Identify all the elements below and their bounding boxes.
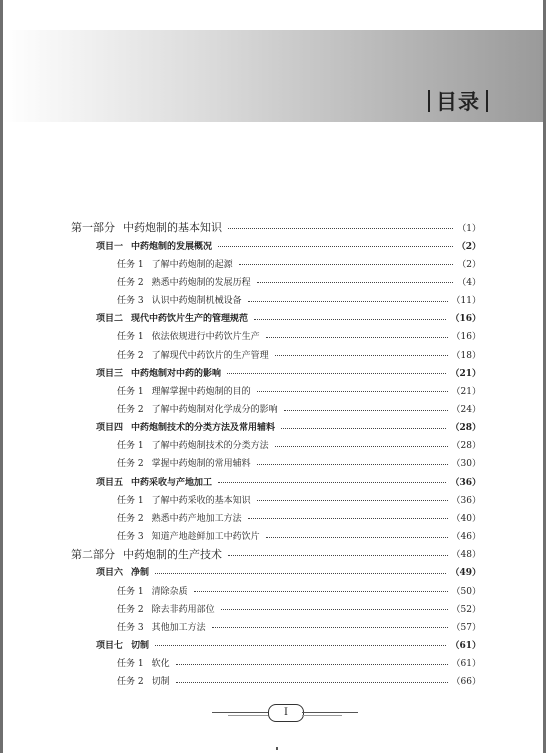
toc-entry-label xyxy=(117,493,257,506)
toc-entry-number: 任务 1 xyxy=(117,586,144,597)
toc-entry-number: 第二部分 xyxy=(71,547,115,561)
toc-entry-page: （2） xyxy=(456,241,481,252)
toc-entry-label xyxy=(117,293,248,306)
toc-entry-task[interactable] xyxy=(117,454,481,472)
toc-dot-leader xyxy=(257,282,454,283)
toc-entry-page: （49） xyxy=(450,568,481,579)
toc-dot-leader xyxy=(227,373,446,374)
toc-entry-page: （28） xyxy=(451,441,481,452)
toc-entry-page: （2） xyxy=(457,259,481,270)
toc-entry-number: 任务 2 xyxy=(117,405,144,415)
toc-entry-number: 项目二 xyxy=(96,314,124,325)
toc-entry-label xyxy=(117,348,275,361)
toc-entry-page: （30） xyxy=(451,459,481,470)
bottom-mark xyxy=(276,747,278,750)
toc-entry-number: 任务 1 xyxy=(117,659,144,670)
toc-dot-leader xyxy=(257,464,448,465)
toc-entry-title: 熟悉中药炮制的发展历程 xyxy=(151,277,251,288)
toc-dot-leader xyxy=(284,410,448,411)
toc-entry-title: 熟悉中药产地加工方法 xyxy=(151,513,242,524)
toc-entry-title: 中药炮制的发展概况 xyxy=(131,241,213,252)
toc-entry-task[interactable] xyxy=(117,400,481,418)
toc-entry-page: （21） xyxy=(450,368,481,379)
toc-entry-label xyxy=(96,638,155,651)
toc-entry-number: 任务 2 xyxy=(117,350,144,361)
toc-entry-label xyxy=(71,546,228,562)
toc-entry-title: 现代中药饮片生产的管理规范 xyxy=(131,314,249,325)
toc-entry-task[interactable] xyxy=(117,672,481,690)
toc-entry-proj[interactable] xyxy=(96,472,481,490)
toc-entry-label xyxy=(117,384,257,397)
toc-entry-number: 第一部分 xyxy=(71,221,115,234)
toc-entry-page: （36） xyxy=(450,477,481,488)
toc-dot-leader xyxy=(228,555,448,556)
toc-entry-page: （11） xyxy=(451,296,481,307)
toc-entry-title: 切制 xyxy=(131,640,150,651)
toc-entry-title: 中药炮制对中药的影响 xyxy=(131,368,222,379)
toc-entry-label xyxy=(117,674,176,687)
toc-entry-number: 任务 2 xyxy=(117,604,144,615)
toc-entry-number: 项目五 xyxy=(96,477,124,488)
toc-entry-proj[interactable] xyxy=(96,309,481,327)
toc-entry-page: （4） xyxy=(457,277,481,288)
toc-entry-label xyxy=(96,366,227,379)
toc-entry-page: （28） xyxy=(450,423,481,434)
toc-entry-page: （21） xyxy=(451,386,481,397)
toc-entry-proj[interactable] xyxy=(96,363,481,381)
title-bar-left xyxy=(428,90,430,112)
toc-entry-task[interactable] xyxy=(117,527,481,545)
toc-entry-proj[interactable] xyxy=(96,418,481,436)
toc-entry-label xyxy=(117,402,284,415)
toc-entry-title: 了解中药炮制对化学成分的影响 xyxy=(151,405,278,415)
toc-entry-number: 项目四 xyxy=(96,423,124,434)
toc-entry-title: 切制 xyxy=(151,677,170,688)
toc-entry-label xyxy=(117,656,176,669)
toc-entry-number: 项目三 xyxy=(96,368,124,379)
toc-entry-title: 除去非药用部位 xyxy=(151,604,215,615)
toc-entry-label xyxy=(117,438,275,451)
page-number: I xyxy=(268,704,304,722)
toc-dot-leader xyxy=(228,228,453,229)
toc-entry-task[interactable] xyxy=(117,490,481,508)
toc-entry-title: 中药炮制技术的分类方法及常用辅料 xyxy=(131,423,276,434)
toc-entry-number: 任务 3 xyxy=(117,622,144,633)
page-title-text: 目录 xyxy=(436,90,480,114)
toc-entry-proj[interactable] xyxy=(96,635,481,653)
toc-dot-leader xyxy=(254,319,446,320)
toc-dot-leader xyxy=(239,264,454,265)
toc-entry-label xyxy=(117,620,212,633)
toc-entry-number: 项目六 xyxy=(96,568,124,579)
toc-dot-leader xyxy=(257,391,448,392)
toc-dot-leader xyxy=(218,482,446,483)
toc-entry-label xyxy=(117,529,266,542)
toc-entry-label xyxy=(117,602,221,615)
toc-entry-proj[interactable] xyxy=(96,563,481,581)
footer xyxy=(0,702,546,722)
toc-entry-page: （52） xyxy=(451,604,481,615)
toc-dot-leader xyxy=(275,446,448,447)
toc-entry-page: （24） xyxy=(451,405,481,415)
toc-entry-number: 任务 1 xyxy=(117,332,144,343)
toc-entry-title: 了解中药采收的基本知识 xyxy=(151,495,251,506)
toc-entry-title: 依法依规进行中药饮片生产 xyxy=(151,332,260,343)
toc-entry-page: （50） xyxy=(451,586,481,597)
toc-dot-leader xyxy=(275,355,448,356)
toc-dot-leader xyxy=(218,246,453,247)
toc-entry-page: （18） xyxy=(451,350,481,361)
toc-entry-number: 任务 1 xyxy=(117,386,144,397)
toc-entry-number: 任务 3 xyxy=(117,296,144,307)
toc-entry-page: （61） xyxy=(450,640,481,651)
toc-entry-task[interactable] xyxy=(117,345,481,363)
toc-dot-leader xyxy=(257,500,448,501)
toc-entry-task[interactable] xyxy=(117,291,481,309)
toc-entry-proj[interactable] xyxy=(96,236,481,254)
footer-rule-right xyxy=(302,712,358,713)
toc-entry-task[interactable] xyxy=(117,436,481,454)
footer-rule-left-thin xyxy=(228,715,268,716)
toc-entry-title: 中药炮制的生产技术 xyxy=(123,547,222,561)
toc-entry-page: （40） xyxy=(451,513,481,524)
toc-entry-label xyxy=(96,420,281,433)
toc-entry-task[interactable] xyxy=(117,272,481,290)
toc-entry-number: 任务 3 xyxy=(117,532,144,543)
toc-dot-leader xyxy=(248,518,448,519)
toc-dot-leader xyxy=(221,609,448,610)
toc-dot-leader xyxy=(266,337,448,338)
toc-entry-label xyxy=(71,219,228,235)
toc-entry-label xyxy=(117,584,194,597)
toc-dot-leader xyxy=(248,301,448,302)
toc-entry-page: （16） xyxy=(451,332,481,343)
toc-entry-label xyxy=(96,565,155,578)
toc-entry-title: 了解现代中药饮片的生产管理 xyxy=(151,350,269,361)
toc-entry-title: 中药采收与产地加工 xyxy=(131,477,213,488)
footer-rule-left xyxy=(212,712,268,713)
toc-entry-task[interactable] xyxy=(117,654,481,672)
toc-entry-task[interactable] xyxy=(117,381,481,399)
toc-entry-page: （46） xyxy=(451,532,481,543)
toc-entry-title: 认识中药炮制机械设备 xyxy=(151,296,242,307)
toc-entry-title: 理解掌握中药炮制的目的 xyxy=(151,386,251,397)
toc-entry-task[interactable] xyxy=(117,254,481,272)
toc-dot-leader xyxy=(176,682,448,683)
toc-entry-page: （16） xyxy=(450,314,481,325)
toc-entry-part[interactable] xyxy=(71,545,481,563)
toc-entry-title: 掌握中药炮制的常用辅料 xyxy=(151,459,251,470)
toc-dot-leader xyxy=(212,627,448,628)
toc-dot-leader xyxy=(155,573,446,574)
toc-entry-label xyxy=(96,239,218,252)
toc-entry-number: 项目七 xyxy=(96,640,124,651)
toc-dot-leader xyxy=(176,664,448,665)
toc-entry-title: 净制 xyxy=(131,568,150,579)
toc-entry-number: 任务 2 xyxy=(117,677,144,688)
toc-entry-title: 了解中药炮制技术的分类方法 xyxy=(151,441,269,452)
toc-entry-label xyxy=(117,511,248,524)
toc-entry-title: 软化 xyxy=(151,659,170,670)
toc-dot-leader xyxy=(155,645,446,646)
toc-entry-label xyxy=(117,257,239,270)
toc-entry-number: 任务 1 xyxy=(117,441,144,452)
toc-entry-title: 其他加工方法 xyxy=(151,622,206,633)
toc-entry-title: 知道产地趁鲜加工中药饮片 xyxy=(151,532,260,543)
toc-dot-leader xyxy=(281,428,446,429)
toc-entry-task[interactable] xyxy=(117,508,481,526)
toc-entry-task[interactable] xyxy=(117,327,481,345)
title-bar-right xyxy=(486,90,488,112)
toc-entry-title: 了解中药炮制的起源 xyxy=(151,259,233,270)
toc-entry-page: （66） xyxy=(451,677,481,688)
toc-entry-number: 任务 2 xyxy=(117,513,144,524)
toc-entry-number: 任务 2 xyxy=(117,459,144,470)
toc-entry-page: （57） xyxy=(451,622,481,633)
toc-entry-title: 清除杂质 xyxy=(151,586,188,597)
page-title xyxy=(428,88,488,114)
toc-entry-label xyxy=(117,329,266,342)
toc-entry-page: （36） xyxy=(451,495,481,506)
toc-entry-part[interactable] xyxy=(71,218,481,236)
toc-dot-leader xyxy=(194,591,448,592)
toc-entry-page: （61） xyxy=(451,659,481,670)
toc-entry-label xyxy=(117,456,257,469)
toc-dot-leader xyxy=(266,537,448,538)
footer-rule-right-thin xyxy=(302,715,342,716)
toc-entry-number: 任务 1 xyxy=(117,495,144,506)
toc-entry-task[interactable] xyxy=(117,599,481,617)
toc-entry-number: 任务 1 xyxy=(117,259,144,270)
toc-entry-page: （1） xyxy=(457,223,481,234)
toc-entry-title: 中药炮制的基本知识 xyxy=(123,221,222,234)
toc-entry-task[interactable] xyxy=(117,581,481,599)
toc-entry-number: 任务 2 xyxy=(117,277,144,288)
toc-entry-task[interactable] xyxy=(117,617,481,635)
toc-entry-page: （48） xyxy=(451,550,481,561)
toc-entry-number: 项目一 xyxy=(96,241,124,252)
toc-entry-label xyxy=(96,311,254,324)
toc-entry-label xyxy=(96,475,218,488)
toc-entry-label xyxy=(117,275,257,288)
